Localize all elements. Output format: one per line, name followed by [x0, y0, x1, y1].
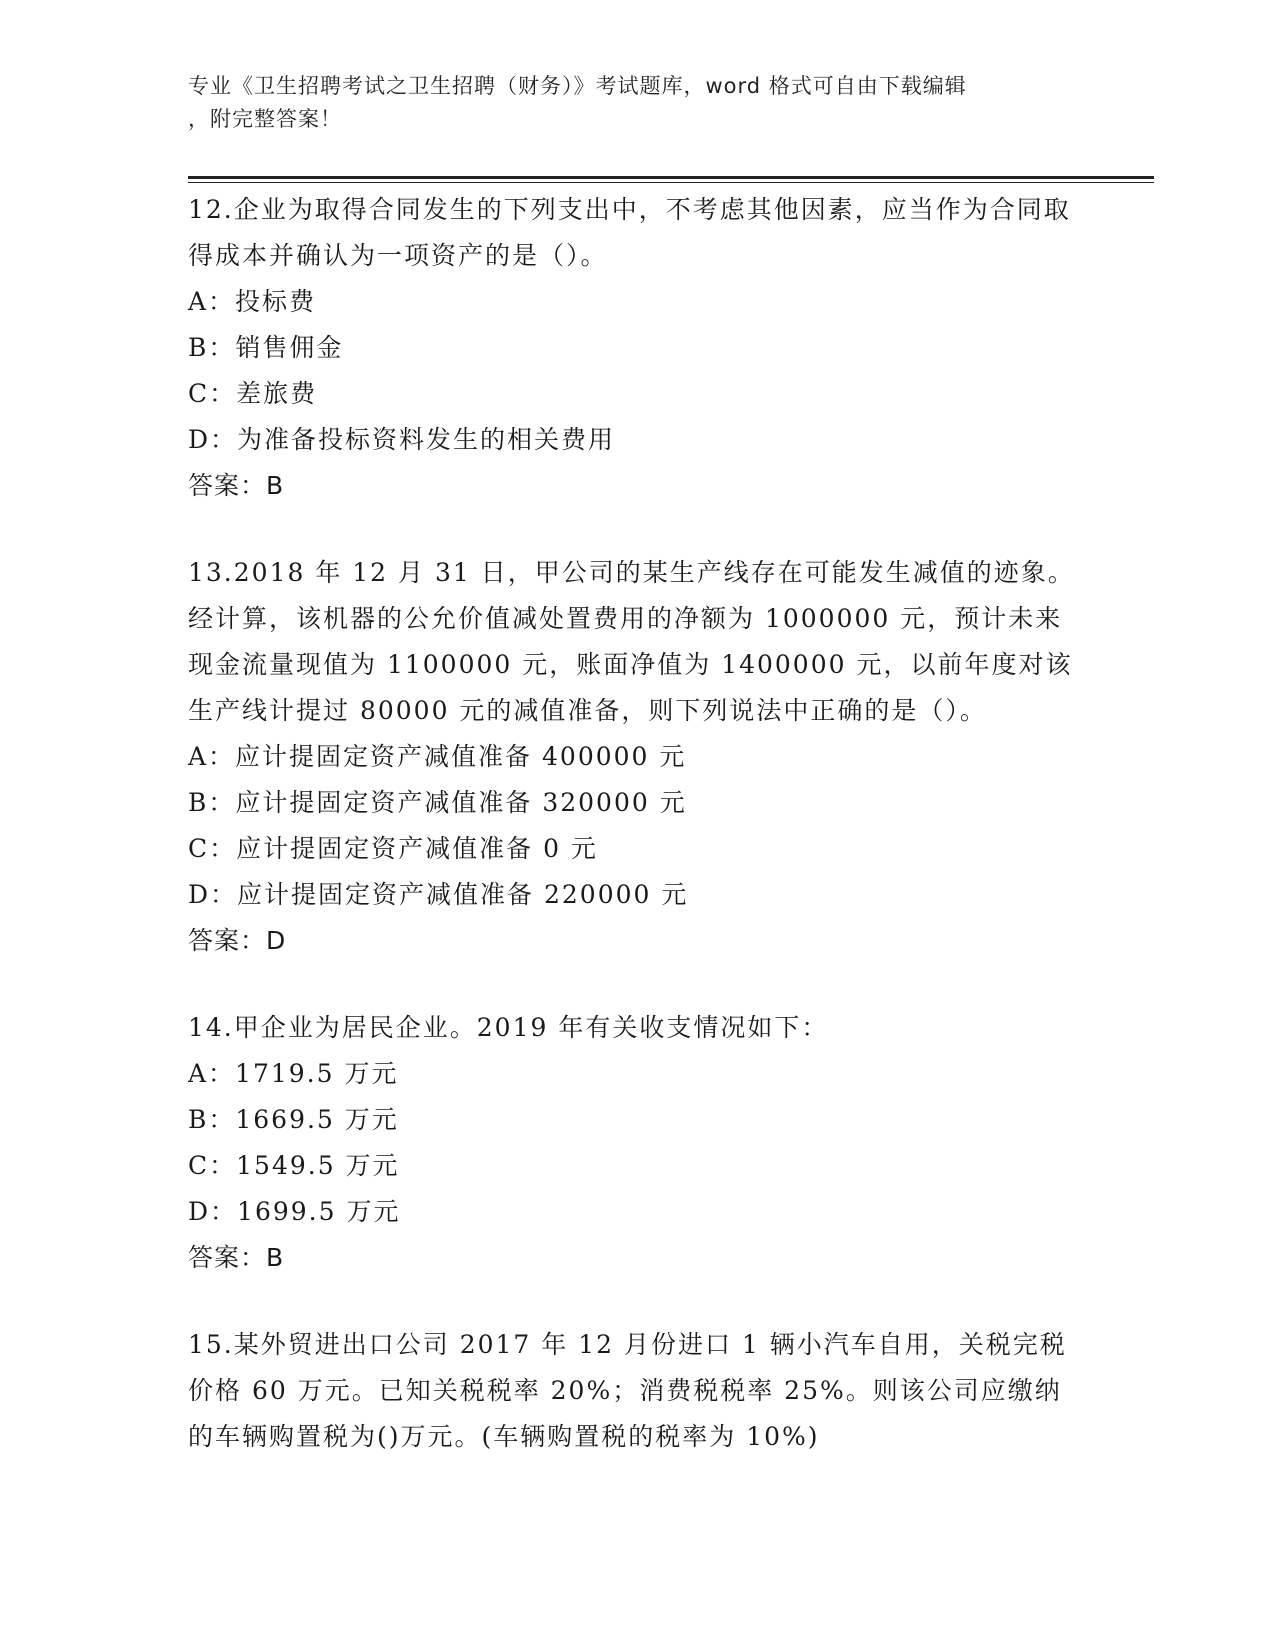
header-rule-thick	[188, 176, 1154, 179]
question-14	[188, 1005, 1088, 1281]
question-15	[188, 1322, 1088, 1460]
question-text: 12.企业为取得合同发生的下列支出中，不考虑其他因素，应当作为合同取得成本并确认为一项资产的是（）。	[188, 195, 1071, 270]
answer: 答案：D	[188, 926, 287, 955]
option-a: A：1719.5 万元	[188, 1059, 399, 1088]
document-header	[188, 70, 1088, 136]
question-text: 14.甲企业为居民企业。2019 年有关收支情况如下：	[188, 1013, 829, 1042]
option-a: A：投标费	[188, 287, 317, 316]
header-rule-thin	[188, 182, 1154, 183]
option-d: D：应计提固定资产减值准备 220000 元	[188, 880, 689, 909]
question-list	[188, 187, 1088, 1501]
option-a: A：应计提固定资产减值准备 400000 元	[188, 742, 687, 771]
option-b: B：销售佣金	[188, 333, 344, 362]
option-b: B：应计提固定资产减值准备 320000 元	[188, 788, 687, 817]
answer: 答案：B	[188, 471, 285, 500]
header-line-1: 专业《卫生招聘考试之卫生招聘（财务）》考试题库，word 格式可自由下载编辑	[188, 74, 967, 98]
answer: 答案：B	[188, 1243, 285, 1272]
option-b: B：1669.5 万元	[188, 1105, 399, 1134]
question-12	[188, 187, 1088, 509]
question-text: 15.某外贸进出口公司 2017 年 12 月份进口 1 辆小汽车自用，关税完税价格 60 万元。已知关税税率 20%；消费税税率 25%。则该公司应缴纳的车辆购置税为()万元。(车辆购置税的税率为 10%)	[188, 1330, 1067, 1451]
option-c: C：差旅费	[188, 379, 318, 408]
option-d: D：为准备投标资料发生的相关费用	[188, 425, 616, 454]
option-d: D：1699.5 万元	[188, 1197, 401, 1226]
option-c: C：1549.5 万元	[188, 1151, 400, 1180]
header-line-2: ，附完整答案！	[188, 107, 342, 131]
option-c: C：应计提固定资产减值准备 0 元	[188, 834, 598, 863]
question-13	[188, 550, 1088, 964]
question-text: 13.2018 年 12 月 31 日，甲公司的某生产线存在可能发生减值的迹象。经计算，该机器的公允价值减处置费用的净额为 1000000 元，预计未来现金流量现值为 1100000 元，账面净值为 1400000 元，以前年度对该生产线计提过 80000 元的减值准备，则下列说法中正确的是（）。	[188, 558, 1075, 725]
